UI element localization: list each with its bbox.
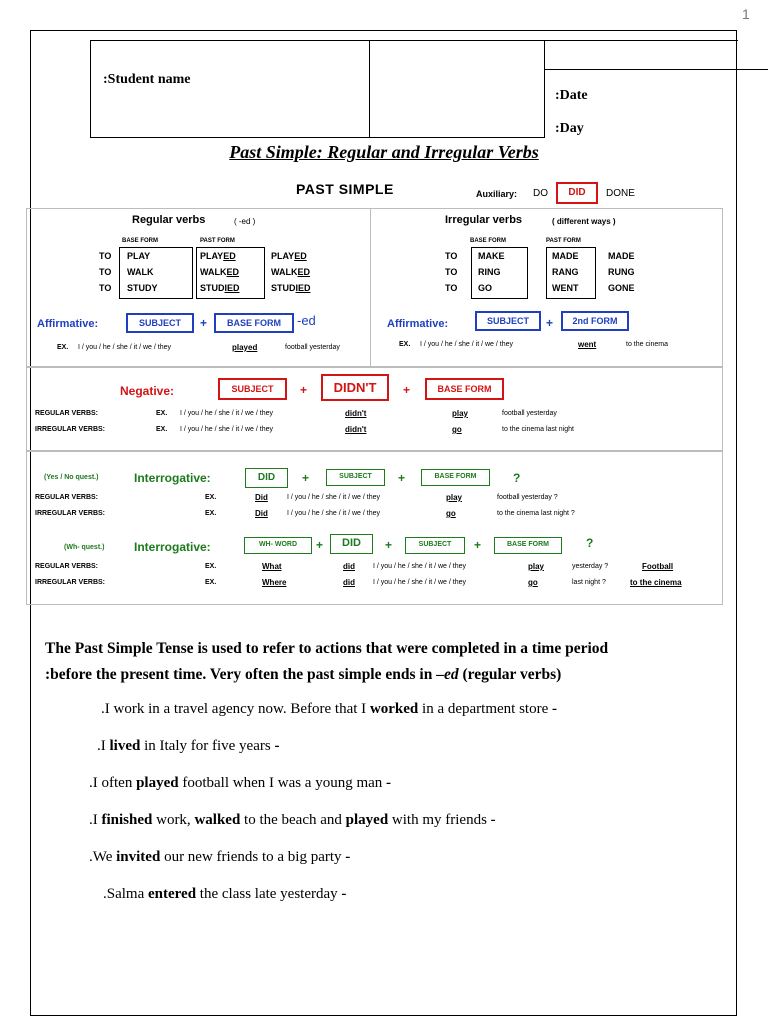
wh-word-box: WH- WORD — [244, 537, 312, 554]
irregular-title-note: ( different ways ) — [552, 217, 616, 226]
yn-did-box: DID — [245, 468, 288, 488]
yn-row-ex: EX. — [205, 494, 217, 501]
wh-row-ex: EX. — [205, 563, 217, 570]
wh-row-type: IRREGULAR VERBS: — [35, 579, 106, 586]
page-title: Past Simple: Regular and Irregular Verbs — [229, 142, 539, 162]
wh-row-ex: EX. — [205, 579, 217, 586]
wh-row-type: REGULAR VERBS: — [35, 563, 99, 570]
negative-row-aux: didn't — [345, 425, 367, 434]
negative-plus-1: + — [300, 383, 308, 397]
wh-plus-3: + — [474, 538, 482, 552]
aux-did-box: DID — [556, 182, 598, 204]
yn-row-verb: go — [446, 509, 456, 518]
wh-interrogative-label: Interrogative: — [134, 540, 211, 554]
wh-question-mark: ? — [586, 536, 594, 550]
regular-row-participle: STUDIED — [271, 283, 311, 293]
regular-row-to: TO — [99, 267, 112, 277]
yn-row-verb: play — [446, 493, 463, 502]
irregular-ex-verb: went — [578, 340, 597, 349]
yn-question-mark: ? — [513, 471, 521, 485]
regular-row-participle: PLAYED — [271, 251, 307, 261]
wh-row-answer: Football — [642, 562, 674, 571]
wh-row-rest: last night ? — [572, 579, 606, 586]
regular-ex-rest: football yesterday — [285, 344, 340, 351]
regular-title: Regular verbs — [132, 214, 206, 226]
yn-plus-2: + — [398, 471, 406, 485]
yn-row-rest: football yesterday ? — [497, 494, 558, 501]
irregular-row-participle: RUNG — [608, 267, 635, 277]
regular-row-base: STUDY — [127, 283, 158, 293]
wh-subject-box: SUBJECT — [405, 537, 465, 554]
example-sentence: .I finished work, walked to the beach and played with my friends - — [89, 812, 496, 828]
regular-base-form-box: BASE FORM — [214, 313, 294, 333]
aux-do: DO — [533, 188, 548, 199]
negative-row-ex: EX. — [156, 426, 168, 433]
negative-row-verb: go — [452, 425, 462, 434]
example-sentence: .I often played football when I was a young man - — [89, 775, 392, 791]
regular-past-header: PAST FORM — [200, 238, 235, 244]
yn-row-subjects: I / you / he / she / it / we / they — [287, 510, 380, 517]
intro-line-1: The Past Simple Tense is used to refer to actions that were completed in a time period — [45, 640, 609, 657]
example-sentence: .We invited our new friends to a big party - — [89, 849, 351, 865]
yn-row-subjects: I / you / he / she / it / we / they — [287, 494, 380, 501]
irregular-ex-subjects: I / you / he / she / it / we / they — [420, 341, 513, 348]
irregular-row-past: MADE — [552, 251, 579, 261]
wh-row-verb: go — [528, 578, 538, 587]
regular-row-to: TO — [99, 283, 112, 293]
wh-row-verb: play — [528, 562, 545, 571]
regular-ed-suffix: -ed — [297, 313, 316, 328]
negative-row-rest: football yesterday — [502, 410, 557, 417]
irregular-row-to: TO — [445, 267, 458, 277]
negative-row-type: REGULAR VERBS: — [35, 410, 99, 417]
wh-row-subjects: I / you / he / she / it / we / they — [373, 579, 466, 586]
yn-row-rest: to the cinema last night ? — [497, 510, 575, 517]
irregular-row-past: WENT — [552, 283, 579, 293]
regular-title-note: ( -ed ) — [234, 217, 256, 226]
regular-row-participle: WALKED — [271, 267, 311, 277]
negative-subject-box: SUBJECT — [218, 378, 287, 400]
irregular-past-header: PAST FORM — [546, 238, 581, 244]
wh-row-subjects: I / you / he / she / it / we / they — [373, 563, 466, 570]
negative-row-rest: to the cinema last night — [502, 426, 574, 433]
negative-base-form-box: BASE FORM — [425, 378, 504, 400]
regular-row-past: STUDIED — [200, 283, 240, 293]
negative-row-subjects: I / you / he / she / it / we / they — [180, 426, 273, 433]
yn-row-type: IRREGULAR VERBS: — [35, 510, 106, 517]
regular-row-to: TO — [99, 251, 112, 261]
irregular-row-participle: MADE — [608, 251, 635, 261]
auxiliary-label: Auxiliary: — [476, 189, 518, 199]
yn-plus-1: + — [302, 471, 310, 485]
regular-plus: + — [200, 316, 208, 330]
day-label: :Day — [555, 121, 584, 136]
irregular-row-base: GO — [478, 283, 493, 293]
page-number: 1 — [742, 6, 750, 22]
regular-ex-label: EX. — [57, 344, 69, 351]
regular-row-base: PLAY — [127, 251, 151, 261]
example-sentence: .Salma entered the class late yesterday - — [103, 886, 347, 902]
wh-row-aux: did — [343, 578, 355, 587]
aux-done: DONE — [606, 188, 635, 199]
negative-row-type: IRREGULAR VERBS: — [35, 426, 106, 433]
chart-heading: PAST SIMPLE — [296, 181, 394, 197]
negative-row-verb: play — [452, 409, 469, 418]
wh-plus-1: + — [316, 538, 324, 552]
header-table — [90, 40, 768, 138]
negative-row-subjects: I / you / he / she / it / we / they — [180, 410, 273, 417]
yn-row-type: REGULAR VERBS: — [35, 494, 99, 501]
regular-ex-subjects: I / you / he / she / it / we / they — [78, 344, 171, 351]
regular-subject-box: SUBJECT — [126, 313, 194, 333]
irregular-subject-box: SUBJECT — [475, 311, 541, 331]
regular-row-base: WALK — [127, 267, 154, 277]
yn-row-ex: EX. — [205, 510, 217, 517]
irregular-row-base: RING — [478, 267, 501, 277]
wh-plus-2: + — [385, 538, 393, 552]
yn-row-aux: Did — [255, 493, 268, 502]
irregular-title: Irregular verbs — [445, 214, 523, 226]
yn-subject-box: SUBJECT — [326, 469, 385, 486]
wh-row-aux: did — [343, 562, 355, 571]
negative-didnt-box: DIDN'T — [321, 374, 389, 401]
irregular-base-header: BASE FORM — [470, 238, 506, 244]
negative-plus-2: + — [403, 383, 411, 397]
irregular-ex-rest: to the cinema — [626, 341, 669, 348]
example-sentence: .I work in a travel agency now. Before that I worked in a department store - — [101, 701, 557, 717]
wh-row-wh-word: What — [262, 562, 282, 571]
example-sentence: .I lived in Italy for five years - — [97, 738, 280, 754]
student-name-label: :Student name — [103, 72, 191, 87]
regular-row-past: WALKED — [200, 267, 240, 277]
negative-row-ex: EX. — [156, 410, 168, 417]
intro-line-2: :before the present time. Very often the past simple ends in –ed (regular verbs) — [45, 666, 562, 683]
yn-base-form-box: BASE FORM — [421, 469, 490, 486]
wh-row-rest: yesterday ? — [572, 563, 609, 570]
irregular-row-base: MAKE — [478, 251, 505, 261]
regular-base-header: BASE FORM — [122, 238, 158, 244]
yn-row-aux: Did — [255, 509, 268, 518]
irregular-row-past: RANG — [552, 267, 579, 277]
irregular-row-to: TO — [445, 251, 458, 261]
irregular-plus: + — [546, 316, 554, 330]
date-label: :Date — [555, 88, 588, 103]
regular-ex-verb: played — [232, 343, 258, 352]
irregular-row-to: TO — [445, 283, 458, 293]
wh-did-box: DID — [330, 534, 373, 554]
regular-affirmative-label: Affirmative: — [37, 318, 99, 330]
wh-base-form-box: BASE FORM — [494, 537, 562, 554]
irregular-affirmative-label: Affirmative: — [387, 318, 449, 330]
negative-label: Negative: — [120, 384, 175, 398]
irregular-2nd-form-box: 2nd FORM — [561, 311, 629, 331]
irregular-ex-label: EX. — [399, 341, 411, 348]
regular-row-past: PLAYED — [200, 251, 236, 261]
wh-row-wh-word: Where — [262, 578, 287, 587]
yn-question-type: (Yes / No quest.) — [44, 474, 99, 481]
irregular-row-participle: GONE — [608, 283, 635, 293]
negative-row-aux: didn't — [345, 409, 367, 418]
wh-question-type: (Wh- quest.) — [64, 544, 105, 551]
wh-row-answer: to the cinema — [630, 578, 682, 587]
yn-interrogative-label: Interrogative: — [134, 471, 211, 485]
